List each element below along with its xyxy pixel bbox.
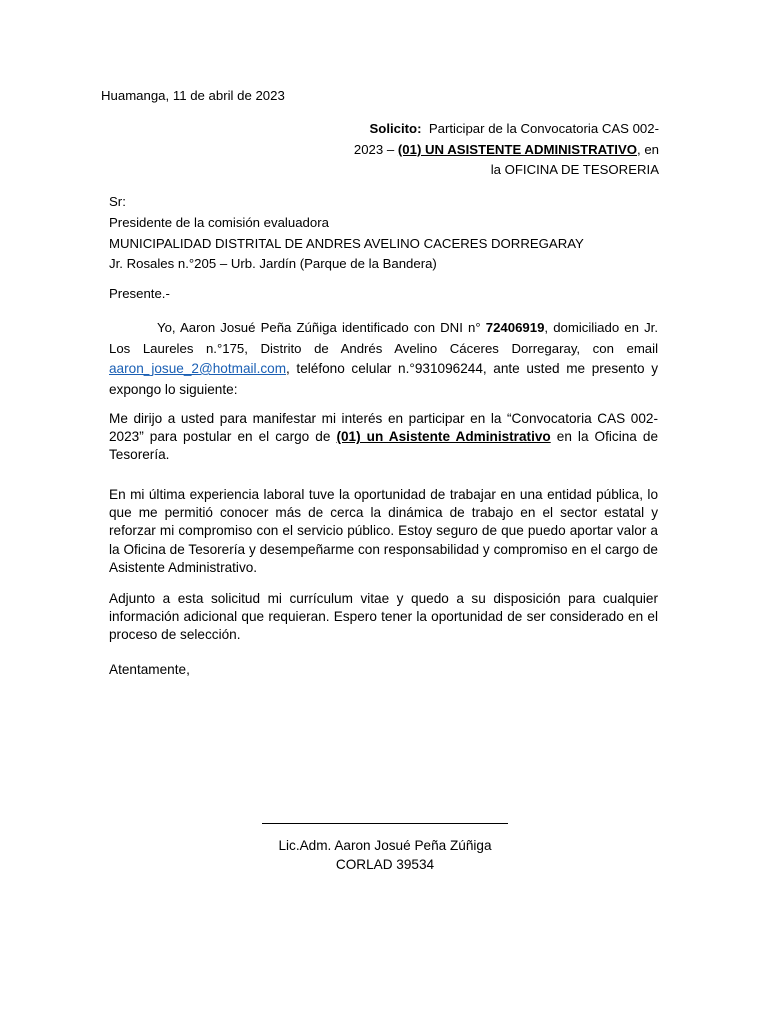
subject-block [330, 119, 659, 181]
subject-line2-suffix: , en [637, 141, 659, 157]
subject-line3: la OFICINA DE TESORERIA [490, 162, 659, 177]
interest-paragraph [109, 410, 658, 465]
email-link[interactable]: aaron_josue_2@hotmail.com [109, 361, 287, 376]
signature-registration: CORLAD 39534 [335, 857, 435, 872]
closing-line: Atentamente, [109, 662, 190, 677]
recipient-salutation: Sr: [109, 194, 126, 209]
subject-line1: Participar de la Convocatoria CAS 002- [428, 121, 659, 136]
interest-position: (01) un Asistente Administrativo [336, 429, 551, 445]
attachment-paragraph: Adjunto a esta solicitud mi currículum vitae y quedo a su disposición para cualquier información adicional que requieran. Espero tener la oportunidad de ser considerado en el proceso de selección. [109, 591, 658, 643]
presente-line: Presente.- [109, 286, 170, 301]
intro-part3: , teléfono celular n.°931096244, ante usted me presento y expongo lo siguiente: [109, 361, 658, 397]
intro-paragraph [109, 318, 658, 400]
subject-line2-prefix: 2023 – [353, 141, 395, 157]
dni-number: 72406919 [485, 320, 545, 335]
signature-line [262, 823, 508, 824]
recipient-title: Presidente de la comisión evaluadora [109, 214, 329, 230]
interest-before: Me dirijo a usted para manifestar mi interés en participar en la “Convocatoria CAS 002-2023” para postular en el cargo de [109, 411, 658, 445]
signature-block [262, 836, 508, 874]
experience-paragraph: En mi última experiencia laboral tuve la oportunidad de trabajar en una entidad pública, lo que me permitió conocer más de cerca la dinámica de trabajo en el sector estatal y reforzar mi compromiso con el servicio público. Estoy seguro de que puedo aportar valor a la Oficina de Tesorería y desempeñarme con responsabilidad y compromiso en el cargo de Asistente Administrativo. [109, 487, 658, 575]
subject-label: Solicito: [369, 121, 422, 136]
interest-after: en la Oficina de Tesorería. [109, 429, 659, 463]
recipient-address: Jr. Rosales n.°205 – Urb. Jardín (Parque de la Bandera) [109, 256, 437, 272]
signature-name: Lic.Adm. Aaron Josué Peña Zúñiga [278, 838, 492, 853]
recipient-institution: MUNICIPALIDAD DISTRITAL DE ANDRES AVELINO CACERES DORREGARAY [109, 235, 584, 251]
recipient-block [109, 192, 584, 275]
subject-position: (01) UN ASISTENTE ADMINISTRATIVO [397, 141, 637, 157]
intro-part2: , domiciliado en Jr. Los Laureles n.°175, Distrito de Andrés Avelino Cáceres Dorregaray, con email [109, 320, 658, 356]
date-line: Huamanga, 11 de abril de 2023 [101, 88, 285, 103]
intro-part1: Yo, Aaron Josué Peña Zúñiga identificado con DNI n° [157, 320, 481, 335]
